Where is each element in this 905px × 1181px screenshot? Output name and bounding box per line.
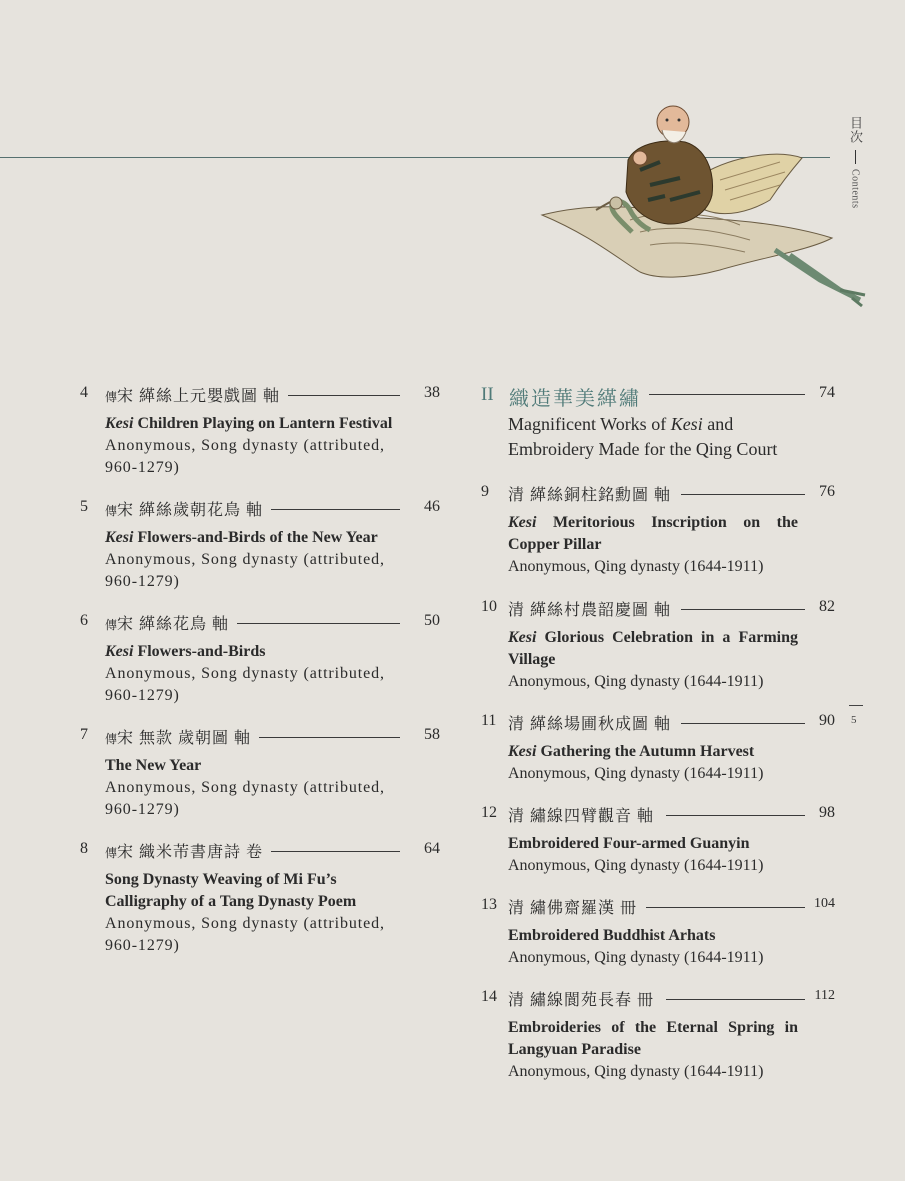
toc-entry-11[interactable] xyxy=(481,711,835,785)
toc-entry-10[interactable] xyxy=(481,597,835,693)
entry-title-en: Kesi Gathering the Autumn Harvest xyxy=(508,743,755,760)
entry-number: 12 xyxy=(481,804,497,821)
entry-page-number: 64 xyxy=(424,840,440,857)
entry-number: 7 xyxy=(80,726,88,743)
section-title-zh: 織造華美緙繡 xyxy=(509,382,649,411)
entry-title-en: Embroidered Buddhist Arhats xyxy=(508,927,716,944)
entry-number: 13 xyxy=(481,896,497,913)
entry-page-number: 50 xyxy=(424,612,440,629)
entry-attribution: Anonymous, Qing dynasty (1644-1911) xyxy=(508,1063,764,1080)
entry-attribution: Anonymous, Qing dynasty (1644-1911) xyxy=(508,765,764,782)
toc-entry-6[interactable] xyxy=(80,611,440,707)
entry-page-number: 38 xyxy=(424,384,440,401)
entry-title-en: Kesi Children Playing on Lantern Festival xyxy=(105,415,393,432)
toc-entry-5[interactable] xyxy=(80,497,440,593)
leader-line xyxy=(681,609,805,610)
entry-attribution: Anonymous, Song dynasty (attributed, 960-1279) xyxy=(105,665,385,704)
immortal-on-crane-illustration xyxy=(540,100,870,310)
entry-title-zh: 清 繡佛齋羅漢 冊 xyxy=(508,895,645,918)
toc-entry-4[interactable] xyxy=(80,383,440,479)
entry-attribution: Anonymous, Song dynasty (attributed, 960-1279) xyxy=(105,779,385,818)
toc-entry-8[interactable] xyxy=(80,839,440,957)
toc-entry-7[interactable] xyxy=(80,725,440,821)
entry-attribution: Anonymous, Qing dynasty (1644-1911) xyxy=(508,857,764,874)
entry-title-en: Kesi Meritorious Inscription on the Copper Pillar xyxy=(508,514,798,553)
entry-title-zh: 傳宋 織米芾書唐詩 卷 xyxy=(105,839,271,862)
entry-title-en: Kesi Flowers-and-Birds of the New Year xyxy=(105,529,378,546)
entry-page-number: 90 xyxy=(819,712,835,729)
entry-page-number: 76 xyxy=(819,483,835,500)
entry-page-number: 98 xyxy=(819,804,835,821)
toc-entry-12[interactable] xyxy=(481,803,835,877)
contents-label-en: Contents xyxy=(849,169,861,209)
leader-line xyxy=(260,509,400,510)
contents-label-zh: 目次 xyxy=(848,116,863,144)
entry-title-zh: 傳宋 緙絲上元嬰戲圖 軸 xyxy=(105,383,288,406)
entry-number: 4 xyxy=(80,384,88,401)
entry-title-en: Song Dynasty Weaving of Mi Fu’s Calligraphy of a Tang Dynasty Poem xyxy=(105,871,357,910)
entry-title-en: Kesi Flowers-and-Birds xyxy=(105,643,266,660)
entry-title-zh: 傳宋 緙絲花鳥 軸 xyxy=(105,611,237,634)
entry-number: 10 xyxy=(481,598,497,615)
entry-title-en: Embroidered Four-armed Guanyin xyxy=(508,835,750,852)
entry-page-number: 112 xyxy=(814,988,835,1003)
entry-attribution: Anonymous, Song dynasty (attributed, 960-1279) xyxy=(105,551,385,590)
entry-page-number: 82 xyxy=(819,598,835,615)
leader-line xyxy=(265,851,400,852)
leader-line xyxy=(641,394,805,395)
toc-entry-9[interactable] xyxy=(481,482,835,578)
section-page-number: 74 xyxy=(819,384,835,401)
entry-title-en: Embroideries of the Eternal Spring in Langyuan Paradise xyxy=(508,1019,798,1058)
entry-title-zh: 傳宋 無款 歲朝圖 軸 xyxy=(105,725,259,748)
leader-line xyxy=(666,815,805,816)
entry-title-zh: 清 緙絲場圃秋成圖 軸 xyxy=(508,711,679,734)
entry-title-zh: 清 緙絲村農韶慶圖 軸 xyxy=(508,597,679,620)
leader-line xyxy=(230,623,400,624)
toc-entry-13[interactable] xyxy=(481,895,835,969)
toc-entry-14[interactable] xyxy=(481,987,835,1083)
leader-line xyxy=(666,999,805,1000)
entry-title-zh: 清 繡線閬苑長春 冊 xyxy=(508,987,662,1010)
entry-number: 11 xyxy=(481,712,497,729)
entry-title-zh: 清 緙絲銅柱銘勳圖 軸 xyxy=(508,482,679,505)
leader-line xyxy=(255,737,400,738)
entry-page-number: 58 xyxy=(424,726,440,743)
entry-number: 14 xyxy=(481,988,497,1005)
entry-number: 8 xyxy=(80,840,88,857)
entry-attribution: Anonymous, Qing dynasty (1644-1911) xyxy=(508,673,764,690)
entry-page-number: 46 xyxy=(424,498,440,515)
entry-attribution: Anonymous, Song dynasty (attributed, 960-1279) xyxy=(105,437,385,476)
entry-title-en: Kesi Glorious Celebration in a Farming Village xyxy=(508,629,798,668)
page-number-rule xyxy=(849,705,863,706)
section-roman-numeral: II xyxy=(481,384,494,405)
leader-line xyxy=(681,723,805,724)
entry-number: 5 xyxy=(80,498,88,515)
entry-attribution: Anonymous, Qing dynasty (1644-1911) xyxy=(508,949,764,966)
entry-title-en: The New Year xyxy=(105,757,202,774)
section-title-en: Magnificent Works of Kesi and Embroidery Made for the Qing Court xyxy=(508,414,778,459)
entry-title-zh: 傳宋 緙絲歲朝花鳥 軸 xyxy=(105,497,271,520)
page-number: 5 xyxy=(851,714,857,726)
entry-page-number: 104 xyxy=(814,896,835,911)
section-heading[interactable] xyxy=(481,382,835,408)
entry-title-zh: 清 繡線四臂觀音 軸 xyxy=(508,803,662,826)
leader-line xyxy=(646,907,805,908)
leader-line xyxy=(270,395,400,396)
entry-number: 6 xyxy=(80,612,88,629)
entry-attribution: Anonymous, Song dynasty (attributed, 960-1279) xyxy=(105,915,385,954)
leader-line xyxy=(681,494,805,495)
entry-attribution: Anonymous, Qing dynasty (1644-1911) xyxy=(508,558,764,575)
entry-number: 9 xyxy=(481,483,489,500)
